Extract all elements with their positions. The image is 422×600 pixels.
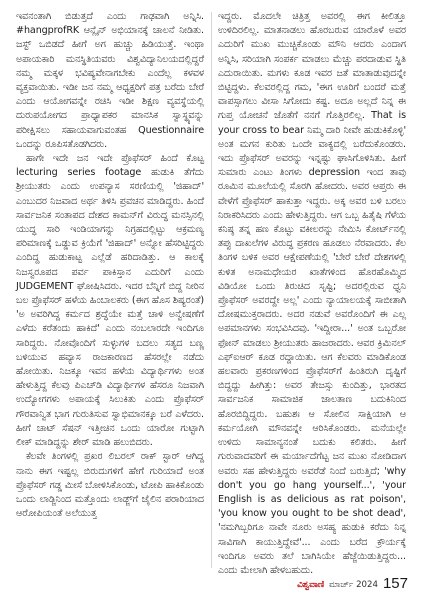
issue-date: ಮಾರ್ಚ್ 2024 [329,580,378,590]
page-footer [297,574,408,592]
article-paragraph: ಕೆಲವೇ ತಿಂಗಳಲ್ಲಿ ಪ್ರಖರ ಲಿಬರಲ್ ರಾಕ್ ಸ್ಟಾರ್ ಆಗಿದ್ದ ನಾನು ಈಗ ಇಷ್ಟಲ್ಲ ಬಿರುದುಗಳಿಗೆ ಹೇಗೆ ಗುರಿಯಾದೆ ಅಂತ ಪ್ರೊಫೆಸರ್ ಗಡ್ಡ ಮೀಸೆ ಬೋಳಿಸಿಕೊಂಡು, ಟೋಪಿ ಹಾಕಿಕೊಂಡು ಒಂದು ಲಾಡ್ಜಿನಿಂದ ಮತ್ತೊಂದು ಲಾಡ್ಜ್‌ಗೆ ಜೈಲಿನ ಪರಾರಿಯಾದ ಆರೋಪಿಯಂತೆ ಅಲೆಯುತ್ತ [16,451,204,520]
article-column-right [218,10,406,578]
article-column-left [16,10,204,521]
page-number: 157 [382,575,408,592]
magazine-brand: ವಿಶ್ವವಾಣಿ [297,580,325,590]
article-paragraph: ಇದ್ದರು. ಮೊದಲೇ ಚಿತ್ರಿತ್ತ ಅವರಲ್ಲಿ ಈಗ ಕೀಲಿತ್ತೂ ಉಳಿದಿರಲಿಲ್ಲ. ಮಾತನಾಡಲು ಹೊರಬರುವ ಯಾರೊಳೆ ಅವರ ಎದುರಿಗೆ ಮುಖ ಮುಚ್ಚಿಕೊಂಡು ಮೌನಿ ಆದರು ಎಂದಾಗ ಅನ್ನಿಸಿ, ಸರಿಯಾಗಿ ಸಂಪರ್ಕ ಮಾಡಲು ಮೆಚ್ಚು ಪರದಾಡುವ ಸ್ಥಿತಿ ಎದುರಾಯಿತು. ಮಗಳು ಕೂಡ ಇವರ ಜತೆ ಮಾತಾಡುವುದನ್ನೇ ಬಿಟ್ಟಿದ್ದಳು. ಕೆಲವರಲ್ಲಿದ್ದ ಗಮ, 'ಈಗ ಊರಿಗೆ ಬಂದರೆ ಮತ್ತೆ ವಾಪಸ್ಸಾಗಲು ವೀಸಾ ಸಿಗೋದು ಕಷ್ಟ. ಅದೂ ಅಲ್ಲದೆ ನಿನ್ನ ಈ ಗುಪ್ತ ಯೋಚನೆ ಜೊತೆಗೆ ನನಗೆ ಗೊತ್ತಿರಲಿಲ್ಲ. That is your cross to bear ನಿಮ್ಮ ದಾರಿ ನೀವೇ ಹುಡುಕಿಕೊಳ್ಳಿ' ಅಂತ ಮಗನ ಕುರಿತು ಒಂದೇ ವಾಕ್ಯದಲ್ಲಿ ಬರೆದುಕೊಂಡರು. ಇದು ಪ್ರೊಫೆಸರ್ ಅವರನ್ನು ಇನ್ನಷ್ಟು ಘಾಸಿಗೊಳಿಸಿತು. ಹೀಗೆ ಸುಮಾರು ಎಂಟು ತಿಂಗಳು depression ಇಂದ ತಾವು ರೂಮಿನ ಮೂಲೆಯಲ್ಲಿ ಸೊರಗಿ ಹೋದರು. ಅವರ ಆಪ್ತರು ಈ ವೇಳೆಗೆ ಪ್ರೊಫೆಸರ್ ಹಾಕುತ್ತಾ ಇದ್ದರು. ಅಕ್ಕ ಅವರ ಬಳಿ ಬರಲು ನಿರಾಕರಿಸಿದರು ಎಂದು ಹೇಳುತ್ತಿದ್ದರು. ಆಗ ಒಬ್ಬ ಹಿತೈಷಿ ಗೆಳೆಯ ಕನಿಷ್ಠ ತನ್ನ ಹಣ ಕೊಟ್ಟು ವಕೀಲರನ್ನು ನೇಮಿಸಿ ಕೋರ್ಟ್‌ನಲ್ಲಿ ತಪ್ಪು ದಾಖಲೆಗಳ ವಿರುದ್ಧ ಪ್ರಕರಣ ಹೂಡಲು ನೆರವಾದರು. ಕೆಲ ತಿಂಗಳ ಬಳಿಕ ಅವರ ಆಕ್ಷೇಪಣೆಯಲ್ಲಿ 'ಬೇರೆ ಬೇರೆ ದೇಶಗಳಲ್ಲಿ ಕುಳಿತ ಅನಾಮಧೇಯರ ಖಾತೆಗಳಿಂದ ಹೊರಹೊಮ್ಮಿದ ವಿಡಿಯೋ ಒಂದು ತಿರುಚಿದ ಸೃಷ್ಟಿ; ಅದರಲ್ಲಿರುವ ಧ್ವನಿ ಪ್ರೊಫೆಸರ್ ಅವರದ್ದೇ ಅಲ್ಲ' ಎಂದು ನ್ಯಾಯಾಲಯಕ್ಕೆ ಸಾಬೀತಾಗಿ ದೋಷಮುಕ್ತರಾದರು. ಅದರ ನಡುವೆ ಅವರೊಂದಿಗೆ ಈ ಎಲ್ಲ ಅಪಮಾನಗಳು ಸಂಭವಿಸಿದವು. 'ಇದ್ದೀರಾ...' ಅಂತ ಒಬ್ಬರೋ ಫೋನ್ ಮಾಡಲು ಶ್ರೀಯುತರು ಹಾಜರಾದರು. ಆವರ ಕ್ರಿಮಿನಲ್ ಎಫ್‌ಐಆರ್ ಕೂಡ ರದ್ದಾಯಿತು. ಆಗ ಕೆಲವರು ಮಾಡಿಕೊಂಡ ಹಲವಾರು ಪ್ರಕರಣಗಳಿಂದ ಪ್ರೊಫೆಸರ್‌ಗೆ ಹಿಂತಿರುಗಿ ದೃಷ್ಟಿಗೆ ಬಿದ್ದದ್ದು ಹೀಗಿತ್ತು: ಅವರ ತೇಜಸ್ಸು ಕುಂದಿತ್ತು, ಭಾರತದ ಸಾರ್ವಜನಿಕ ಸಾಮಾಜಿಕ ಜಾಲತಾಣ ಬದುಕಿನಿಂದ ಹೊರಬಿದ್ದಿದ್ದರು. ಬಹುಶಃ ಆ ಸೋಲಿನ ಸಾಕ್ಷಿಯಾಗಿ ಆ ಕರ್ಮಯೋಗಿ ಮೌನವನ್ನೇ ಆರಿಸಿಕೊಂಡರು. ಮನೆಯಲ್ಲೇ ಉಳಿದು ಸಾಮಾನ್ಯನಂತೆ ಬದುಕು ಕಲಿತರು. ಹೀಗೆ ಗುರುವಾದವರಿಗೆ ಈ ಮರ್ಯಾದೆಗೆಟ್ಟ ಜನ ಮುಖ ನೋಡಿದಾಗ ಅವರು ಸಹ ಹೇಳುತ್ತಿದ್ದರು ಅವರೆಡೆ ನಿಂದೆ ಬರುತ್ತಿದೆ; 'why don't you go hang yourself...', 'your English is as delicious as rat poison', 'you know you ought to be shot dead', 'ನಮಗಿಬ್ಬರಿಗೂ ನಾವೇ ನೂರು ಅಸಹ್ಯ ಹುಡುಕಿ ಕರೆದು ನಿನ್ನ ಸಾವಿಗಾಗಿ ಕಾಯುತ್ತಿದ್ದೇವೆ'... ಎಂದು ಬರೆದ ಕ್ರೌರ್ಯಕ್ಕೆ ಇಂದಿಗೂ ಅವರು ತಲೆ ಬಾಗಿಸಿಯೇ ಹೆಜ್ಜೆಯಿಡುತ್ತಿದ್ದರು... ಎಂದು ಮೇಲಾಗಿ ಹೇಳಬಹುದು. [218,11,406,576]
article-paragraph: ಹಾಗೇ ಇದೇ ಜನ ಇದೇ ಪ್ರೊಫೆಸರ್ ಹಿಂದೆ ಕೊಟ್ಟ lecturing series footage ಹುಡುಕಿ ತೆಗೆದು ಶ್ರೀಯುತರು ಎಂದು ಉಪನ್ಯಾಸ ಸರಣಿಯಲ್ಲಿ 'ಜಿಹಾದ್' ಎಂಬುದರ ನಿಜವಾದ ಅರ್ಥ ತಿಳಿಸಿ ಪ್ರವಚನ ಮಾಡಿದ್ದರು. ಹಿಂದೆ ಸಾರ್ವಜನಿಕ ಸಂತಾಪದ ದೇಶದ ಕಾಮನ್‌ಗೆ ವಿರುದ್ಧ ಮನಸ್ಸಿನಲ್ಲಿ ಯುದ್ಧ ಸಾರಿ ಇಂಡಿಯಾಗನ್ನು ನಿಗ್ರಹದಲ್ಲಿಟ್ಟು ಆಕ್ರಮಣ್ಯ ಪರಿಮಾಣಕ್ಕೆ ಒಡ್ಡುವ ಕ್ರಿಯೆಗೆ 'ಜಿಹಾದ್' ಅನ್ನೋ ಹೆಸರಿಟ್ಟಿದ್ದರು ಎಂದಿದ್ದ ಹುಡುಕಾಟ್ಟ ಎಲ್ಲೆಡೆ ಹರಿದಾಡಿತ್ತು. ಆ ಕಾಲಕ್ಕೆ ನಿಜಸ್ವರೂಪದ ಪರ್ವ ಪಾಕಿಸ್ತಾನ ಎದುರಿಗೆ ಎಂದು JUDGEMENT ಘೋಷಿಸಿದರು. ಇದರ ಬೆನ್ನಿಗೆ ಬಿದ್ದ ನೀರಿನ ಬಲ ಪ್ರೊಫೆಸರ್ ಹಳೆಯ ಹಿಂಬಾಲಕರು (ಈಗ ಹೊಸ ಶಿಷ್ಯರಂತೆ) 'ಅ ಅವರಿಗಿದ್ದ ಕರ್ಮದ ಶ್ರದ್ಧೆಯೇ ಮತ್ತೆ ಚಾಳಿ ಅನ್ವೇಷಣೆಗೆ ಎಳೆದು ಕರೆತಂದು ಹಾಕಿದೆ' ಎಂದು ನಂಬಲಾರದೇ ಇಂದಿಗೂ ಸಾರಿದ್ದರು. ನೋವೊಂದಿಗೆ ಸುಳ್ಳುಗಳ ಬದಲು ಸತ್ಯದ ಬಣ್ಣ ಬಳಿಯುವ ಹವ್ಯಾಸ ರಾಜಕಾರಣದ ಹೆಸರಲ್ಲೇ ನಡೆದು ಹೋಯಿತು. ನಿಜಕ್ಕೂ ಇವನ ಹಳೆಯ ವಿದ್ಯಾರ್ಥಿಗಳು ಅಂತ ಹೇಳುತ್ತಿದ್ದ ಕೆಲವು ಪಿಎಚ್‌ಡಿ ವಿದ್ಯಾರ್ಥಿಗಳ ಹೆಸರೂ ನಿಜವಾಗಿ ಉದ್ಯೋಗಗಳು ಅಪಾಯಕ್ಕೆ ಸಿಲುಕಿತು ಎಂದು ಪ್ರೊಫೆಸರ್ ಗೌರವಾನ್ವಿತ ಭಾಗ ಗುರುತಿಸುವ ಸ್ವಾಭಿಮಾನಕ್ಕೂ ಬರೆ ಎಳೆದರು. ಹೀಗೆ ಚಾಟ್ ಸೆಷನ್ ಇತ್ತೀಚಿನ ಒಂದು ಯಾರೋ ಗುಟ್ಟಾಗಿ ಲೀಕ್ ಮಾಡಿದ್ದನ್ನು ಶೇರ್ ಮಾಡಿ ಹಲುಬಿದರು. [16,153,204,449]
article-paragraph: ಇವನಂತಾಗಿ ಬಿಡುತ್ತದೆ ಎಂದು ಗಾಢವಾಗಿ ಅನ್ನಿಸಿ. #hangprofRK ಆನ್ಲೈನ್ ಅಭಿಯಾನಕ್ಕೆ ಚಾಲನೆ ನೀಡಿತು. ಜಸ್ಟ್ ಒಬಿಡದೆ ಹೀಗೆ ಅಗ ಹುಚ್ಚು ಹಿಡಿಯುತ್ತೆ. ಇಂಥಾ ಅಪಾಯಕಾರಿ ಮನಸ್ಥಿತಿಯವರು ವಿಶ್ವವಿದ್ಯಾನಿಲಯದಲ್ಲಿದ್ದರೆ ನಮ್ಮ ಮಕ್ಕಳ ಭವಿಷ್ಯವೇನಾಗಬೇಕು ಎಂದೆಲ್ಲ ಕಳವಳ ವ್ಯಕ್ತವಾಯಿತು. ಇಡೀ ಜನ ನಮ್ಮ ಆಧ್ಯಕ್ಷರಿಗೆ ಪತ್ರ ಬರೆದು ಬೇರೆ ಎಂದು ಆಯೋಗವನ್ನೇ ರಚಿಸಿ ಇಡೀ ಶಿಕ್ಷಣ ವ್ಯವಸ್ಥೆಯಲ್ಲಿ ದುರುಪಯೋಗದ ಪ್ರಾಧ್ಯಾಪಕರ ಮಾನಸಿಕ ಸ್ವಾಸ್ಥ್ಯವನ್ನು ಪರೀಕ್ಷಿಸಲು ಸಹಾಯವಾಗುವಂತಹ Questionnaire ಒಂದನ್ನು ರೂಪಿಸತೊಡಗಿದರು. [16,11,204,150]
column-divider [211,12,212,568]
